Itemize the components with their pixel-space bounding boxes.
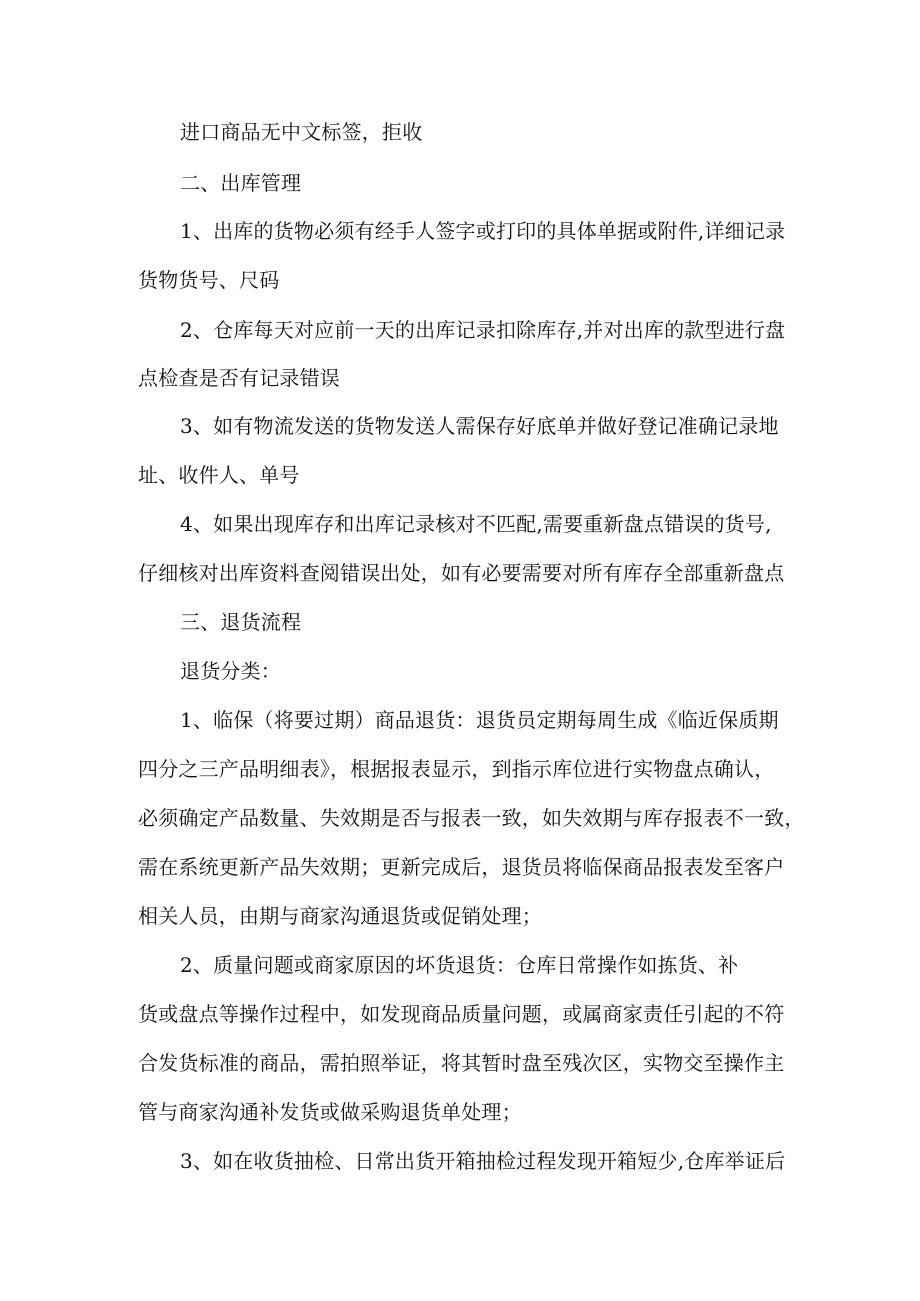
section-heading: 二、出库管理: [180, 171, 302, 195]
text-line: 仔细核对出库资料查阅错误出处，如有必要需要对所有库存全部重新盘点: [138, 561, 785, 585]
text-line: 点检查是否有记录错误: [138, 366, 340, 390]
section-heading: 三、退货流程: [180, 610, 302, 634]
text-line: 四分之三产品明细表》，根据报表显示，到指示库位进行实物盘点确认，: [138, 757, 775, 781]
text-line: 2、质量问题或商家原因的坏货退货：仓库日常操作如拣货、补: [180, 953, 739, 977]
text-line: 货或盘点等操作过程中，如发现商品质量问题，或属商家责任引起的不符: [138, 1002, 785, 1026]
text-line: 进口商品无中文标签，拒收: [180, 120, 423, 144]
text-line: 退货分类：: [180, 659, 281, 683]
text-line: 1、临保（将要过期）商品退货：退货员定期每周生成《临近保质期: [180, 708, 779, 732]
text-line: 址、收件人、单号: [138, 463, 300, 487]
text-line: 必须确定产品数量、失效期是否与报表一致，如失效期与库存报表不一致，: [138, 806, 805, 830]
text-line: 1、出库的货物必须有经手人签字或打印的具体单据或附件,详细记录: [180, 219, 786, 243]
text-line: 4、如果出现库存和出库记录核对不匹配,需要重新盘点错误的货号,: [180, 512, 772, 536]
text-line: 合发货标准的商品，需拍照举证，将其暂时盘至残次区，实物交至操作主: [138, 1051, 785, 1075]
text-line: 货物货号、尺码: [138, 268, 280, 292]
text-line: 需在系统更新产品失效期；更新完成后，退货员将临保商品报表发至客户: [138, 855, 785, 879]
text-line: 相关人员，由期与商家沟通退货或促销处理；: [138, 904, 542, 928]
text-line: 管与商家沟通补发货或做采购退货单处理；: [138, 1100, 522, 1124]
text-line: 2、仓库每天对应前一天的出库记录扣除库存,并对出库的款型进行盘: [180, 318, 786, 342]
text-line: 3、如在收货抽检、日常出货开箱抽检过程发现开箱短少,仓库举证后: [180, 1149, 786, 1173]
text-line: 3、如有物流发送的货物发送人需保存好底单并做好登记准确记录地: [180, 414, 779, 438]
